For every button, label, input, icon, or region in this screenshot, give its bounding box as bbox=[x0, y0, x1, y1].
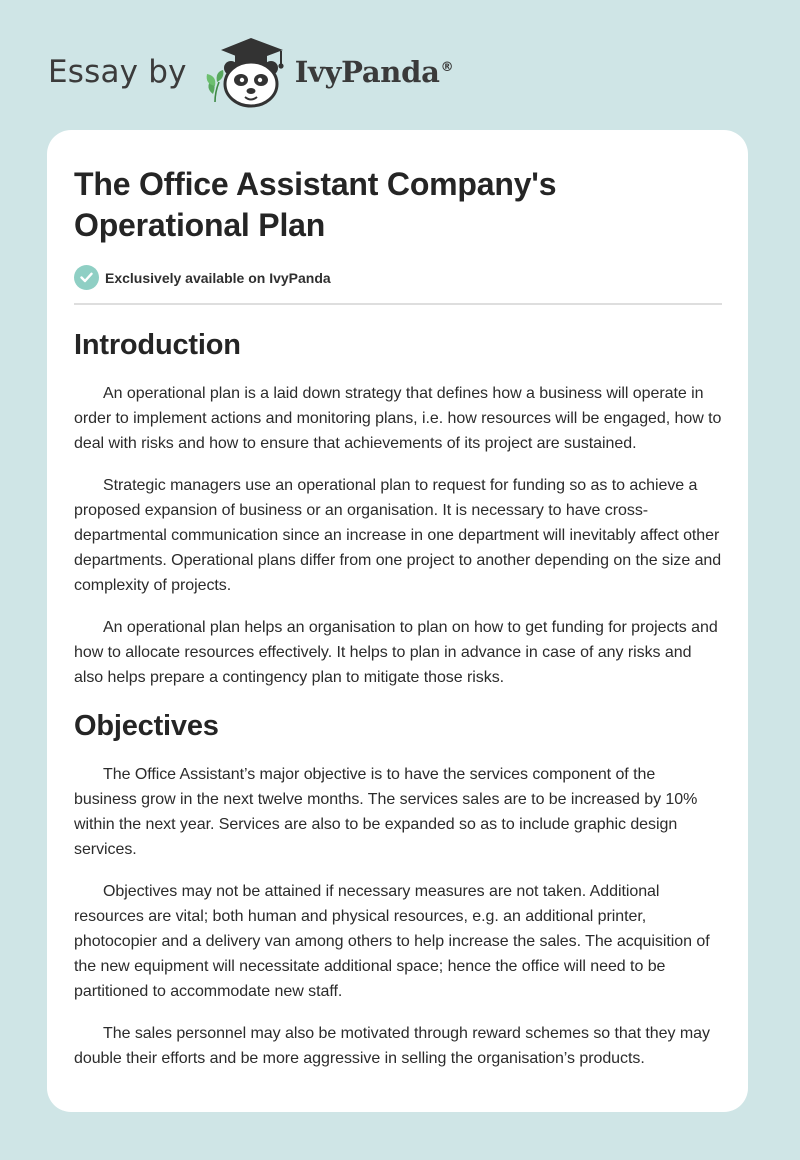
check-icon bbox=[74, 265, 99, 290]
brand-name[interactable]: IvyPanda® bbox=[294, 55, 454, 89]
section-introduction bbox=[74, 328, 722, 690]
article-card bbox=[47, 130, 748, 1112]
site-header bbox=[48, 36, 453, 108]
section-heading: Objectives bbox=[74, 710, 219, 742]
brand-prefix: Essay by bbox=[48, 54, 187, 90]
paragraph: An operational plan helps an organisation to plan on how to get funding for projects and how to allocate resources effectively. It helps to plan in advance in case of any risks and also helps prepare a contingency plan to mitigate those risks. bbox=[74, 619, 718, 686]
panda-graduate-icon[interactable] bbox=[201, 36, 291, 108]
exclusive-badge bbox=[74, 265, 722, 305]
badge-label: Exclusively available on IvyPanda bbox=[105, 269, 331, 286]
paragraph: The sales personnel may also be motivated through reward schemes so that they may double their efforts and be more aggressive in selling the organisation’s products. bbox=[74, 1025, 710, 1067]
paragraph: Strategic managers use an operational plan to request for funding so as to achieve a proposed expansion of business or an organisation. It is necessary to have cross-departmental communication since an increase in one department will inevitably affect other departments. Operational plans differ from one project to another depending on the size and complexity of projects. bbox=[74, 477, 722, 594]
registered-mark: ® bbox=[440, 60, 454, 76]
section-heading: Introduction bbox=[74, 329, 241, 361]
section-objectives bbox=[74, 709, 722, 1071]
paragraph: The Office Assistant’s major objective is to have the services component of the business grow in the next twelve months. The services sales are to be increased by 10% within the next year. Services are also to be expanded so as to include graphic design services. bbox=[74, 766, 698, 858]
page-title: The Office Assistant Company's Operational Plan bbox=[74, 166, 557, 243]
paragraph: An operational plan is a laid down strategy that defines how a business will operate in order to implement actions and monitoring plans, i.e. how resources will be engaged, how to deal with risks and how to ensure that achievements of its project are sustained. bbox=[74, 385, 722, 452]
paragraph: Objectives may not be attained if necessary measures are not taken. Additional resources are vital; both human and physical resources, e.g. an additional printer, photocopier and a delivery van among others to help increase the sales. The acquisition of the new equipment will necessitate additional space; hence the office will need to be partitioned to accommodate new staff. bbox=[74, 883, 710, 1000]
